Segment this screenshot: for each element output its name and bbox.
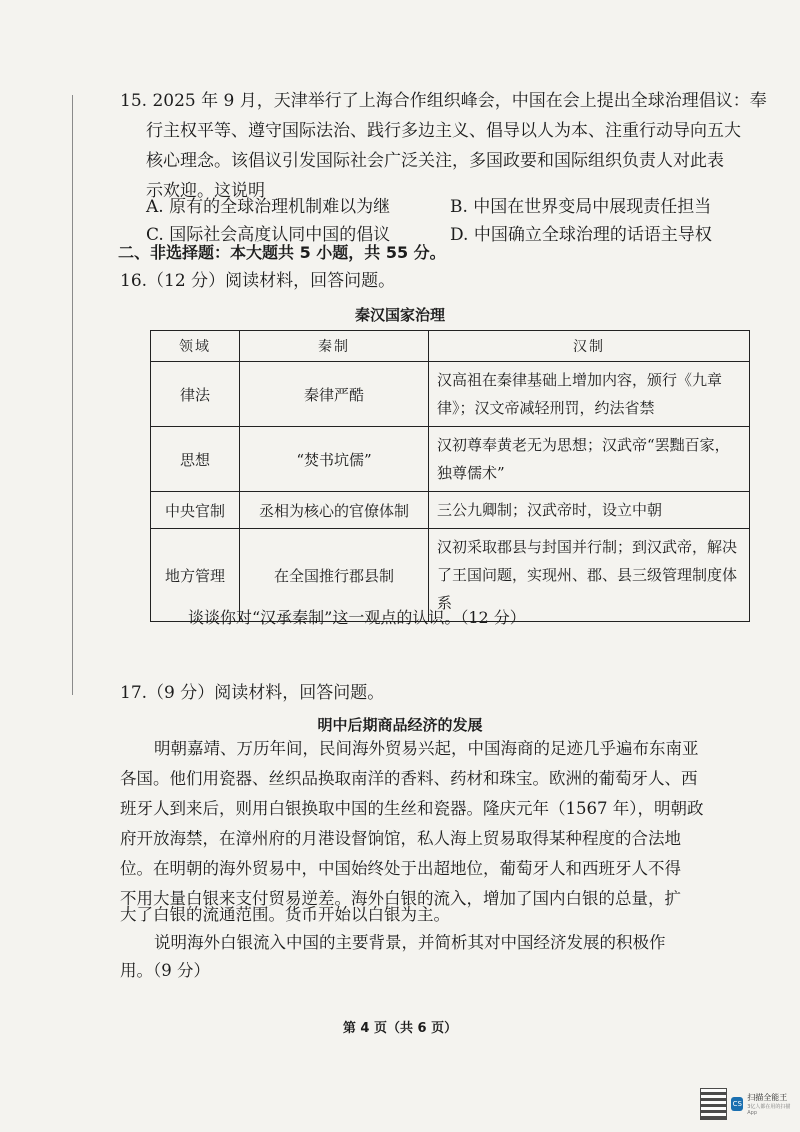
table-cell-han: 汉初尊奉黄老无为思想；汉武帝“罢黜百家，独尊儒术”	[429, 427, 750, 492]
q15-option-a: A. 原有的全球治理机制难以为继	[146, 197, 391, 217]
q16-prompt: 16.（12 分）阅读材料，回答问题。	[120, 271, 396, 291]
q15-line-1: 15. 2025 年 9 月，天津举行了上海合作组织峰会，中国在会上提出全球治理倡议：奉	[120, 91, 767, 111]
left-margin-line	[72, 95, 73, 695]
table-cell-field: 律法	[151, 362, 240, 427]
watermark-tagline: 3亿人都在用的扫描App	[747, 1104, 791, 1116]
q16-question: 谈谈你对“汉承秦制”这一观点的认识。（12 分）	[188, 608, 526, 627]
q17-para-line-1: 明朝嘉靖、万历年间，民间海外贸易兴起，中国海商的足迹几乎遍布东南亚	[154, 739, 699, 758]
table-cell-qin: 丞相为核心的官僚体制	[240, 492, 429, 529]
q15-line-4: 示欢迎。这说明	[146, 181, 265, 201]
q15-option-d: D. 中国确立全球治理的话语主导权	[450, 225, 712, 245]
q17-question-line-2: 用。（9 分）	[120, 961, 210, 980]
table-cell-qin: 秦律严酷	[240, 362, 429, 427]
watermark-app-name: 扫描全能王	[747, 1093, 788, 1102]
table-cell-qin: “焚书坑儒”	[240, 427, 429, 492]
page-footer: 第 4 页（共 6 页）	[342, 1021, 458, 1036]
q17-question-line-1: 说明海外白银流入中国的主要背景，并简析其对中国经济发展的积极作	[154, 933, 666, 952]
q17-prompt: 17.（9 分）阅读材料，回答问题。	[120, 683, 385, 703]
table-cell-field: 中央官制	[151, 492, 240, 529]
table-header-cell: 领域	[151, 331, 240, 362]
q17-para-line-2: 各国。他们用瓷器、丝织品换取南洋的香料、药材和珠宝。欧洲的葡萄牙人、西	[120, 769, 698, 788]
q15-option-b: B. 中国在世界变局中展现责任担当	[450, 197, 712, 217]
qr-code-icon	[700, 1088, 727, 1120]
watermark-text	[747, 1092, 792, 1116]
table-row	[151, 427, 750, 492]
q17-para-line-4: 府开放海禁，在漳州府的月港设督饷馆，私人海上贸易取得某种程度的合法地	[120, 829, 681, 848]
table-row	[151, 362, 750, 427]
camscanner-logo-icon: CS	[731, 1097, 743, 1111]
q16-table-title: 秦汉国家治理	[354, 306, 445, 324]
q15-line-2: 行主权平等、遵守国际法治、践行多边主义、倡导以人为本、注重行动导向五大	[146, 121, 741, 141]
table-header-cell: 秦制	[240, 331, 429, 362]
table-cell-han: 汉初采取郡县与封国并行制；到汉武帝，解决了王国问题，实现州、郡、县三级管理制度体系	[429, 529, 750, 622]
table-cell-han: 三公九卿制；汉武帝时，设立中朝	[429, 492, 750, 529]
table-cell-qin: 在全国推行郡县制	[240, 529, 429, 622]
q15-line-3: 核心理念。该倡议引发国际社会广泛关注，多国政要和国际组织负责人对此表	[146, 151, 724, 171]
table-header-row	[151, 331, 750, 362]
q17-material-title: 明中后期商品经济的发展	[317, 716, 483, 734]
q17-para-line-3: 班牙人到来后，则用白银换取中国的生丝和瓷器。隆庆元年（1567 年），明朝政	[120, 799, 704, 818]
scanner-watermark	[700, 1084, 792, 1124]
table-cell-field: 思想	[151, 427, 240, 492]
q17-para-line-7: 大了白银的流通范围。货币开始以白银为主。	[120, 905, 450, 924]
q15-option-c: C. 国际社会高度认同中国的倡议	[146, 225, 391, 245]
q17-para-line-6: 不用大量白银来支付贸易逆差。海外白银的流入，增加了国内白银的总量，扩	[120, 889, 681, 908]
section-2-heading: 二、非选择题：本大题共 5 小题，共 55 分。	[118, 243, 446, 262]
table-row	[151, 492, 750, 529]
table-cell-han: 汉高祖在秦律基础上增加内容，颁行《九章律》；汉文帝减轻刑罚，约法省禁	[429, 362, 750, 427]
qin-han-governance-table	[150, 330, 750, 622]
table-cell-field: 地方管理	[151, 529, 240, 622]
table-header-cell: 汉制	[429, 331, 750, 362]
q17-para-line-5: 位。在明朝的海外贸易中，中国始终处于出超地位，葡萄牙人和西班牙人不得	[120, 859, 681, 878]
